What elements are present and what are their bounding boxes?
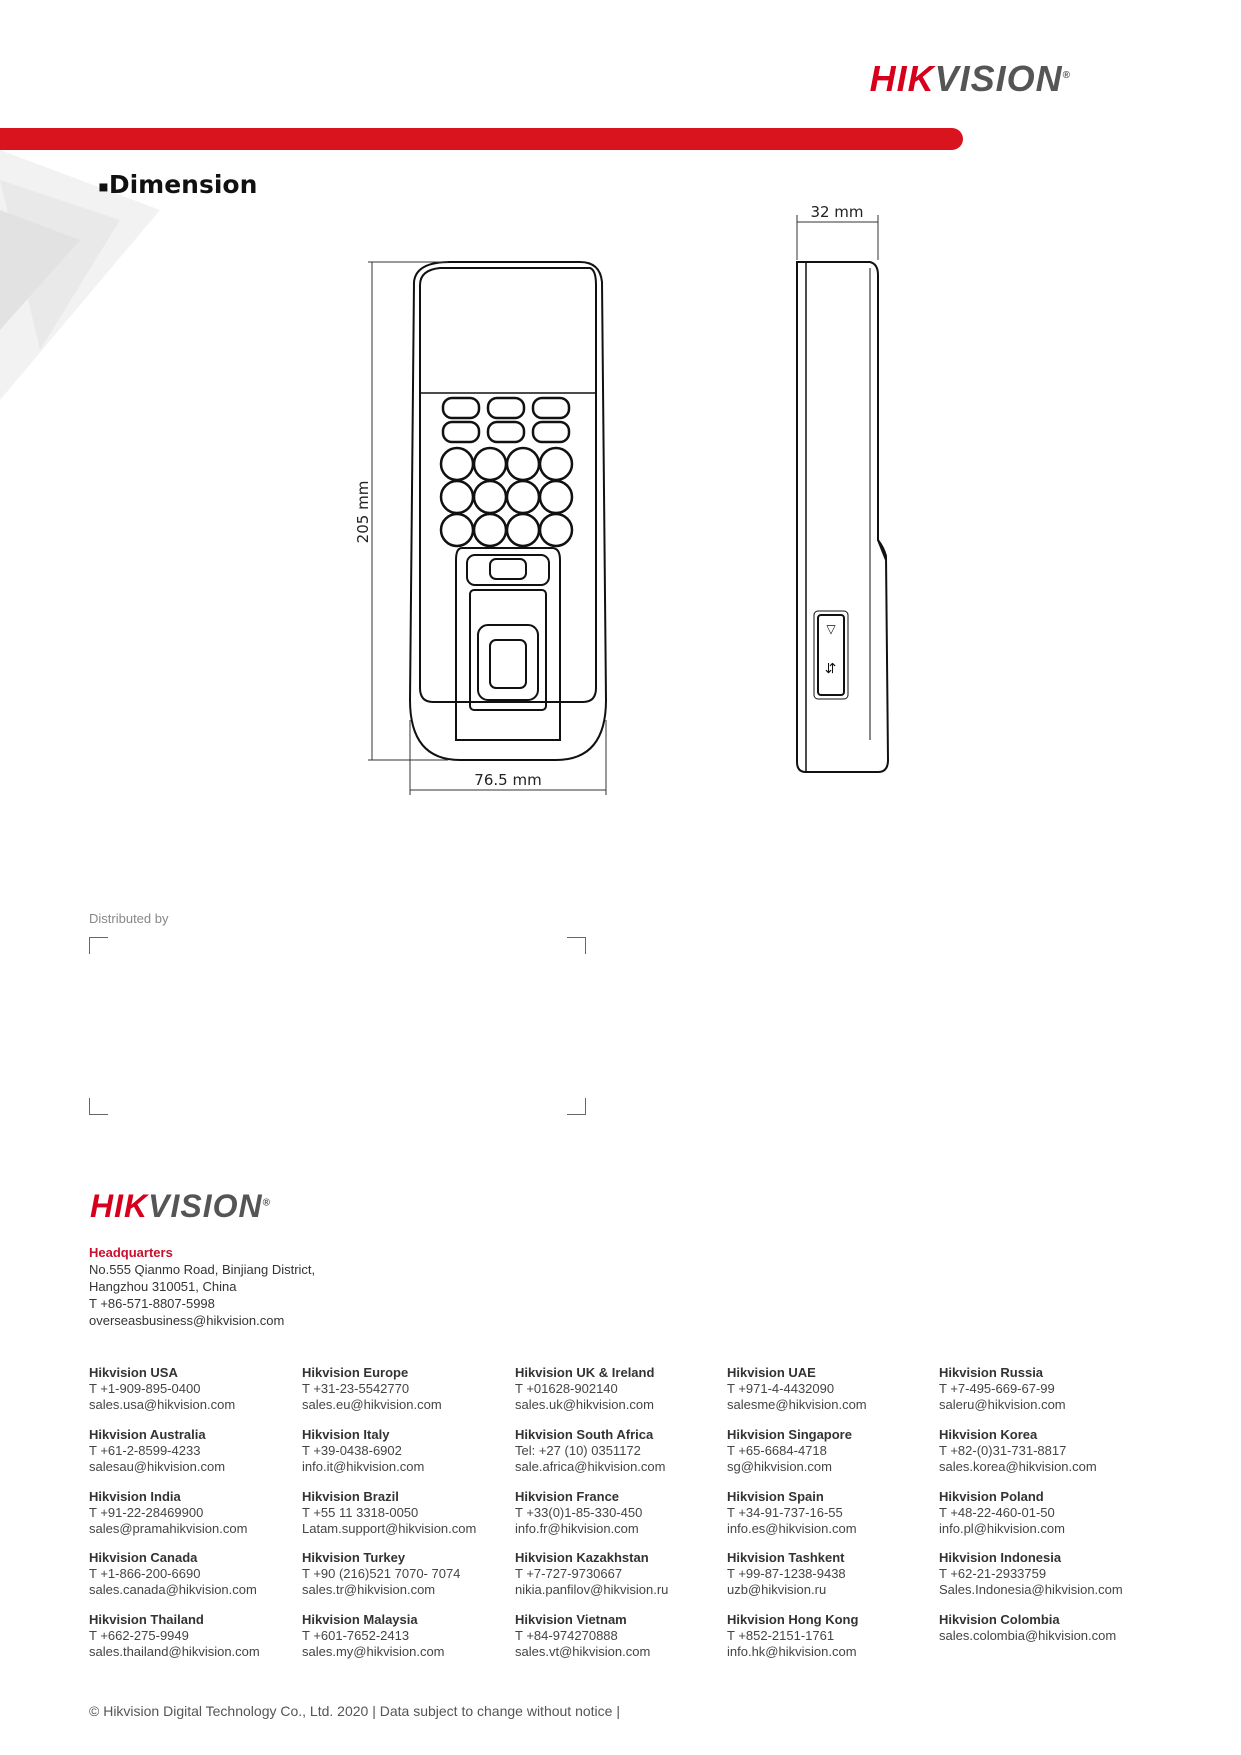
- office-entry: [515, 1612, 650, 1660]
- office-contact-line: info.es@hikvision.com: [727, 1521, 857, 1536]
- usb-icon: ⇆: [822, 662, 838, 674]
- section-title-text: Dimension: [108, 170, 258, 199]
- office-name: Hikvision Korea: [939, 1427, 1038, 1442]
- office-name: Hikvision Thailand: [89, 1612, 204, 1627]
- usb-triangle-icon: ▽: [826, 622, 836, 636]
- office-entry: [939, 1427, 1097, 1475]
- office-name: Hikvision Europe: [302, 1365, 409, 1380]
- office-name: Hikvision UK & Ireland: [515, 1365, 655, 1380]
- office-entry: [89, 1365, 235, 1413]
- office-name: Hikvision Italy: [302, 1427, 390, 1442]
- office-contact-line: sales.vt@hikvision.com: [515, 1644, 651, 1659]
- logo-text-red: HIK: [90, 1188, 149, 1224]
- office-contact-line: sales.korea@hikvision.com: [939, 1459, 1097, 1474]
- headquarters-city-line: Hangzhou 310051, China: [89, 1279, 237, 1294]
- office-name: Hikvision France: [515, 1489, 620, 1504]
- office-entry: [89, 1427, 225, 1475]
- office-contact-line: T +48-22-460-01-50: [939, 1505, 1055, 1520]
- office-contact-line: sales.colombia@hikvision.com: [939, 1628, 1117, 1643]
- hikvision-logo-bottom: [90, 1188, 271, 1225]
- bullet-icon: ▪: [98, 176, 109, 196]
- office-contact-line: sales.my@hikvision.com: [302, 1644, 445, 1659]
- office-contact-line: sales.uk@hikvision.com: [515, 1397, 654, 1412]
- front-dimension-lines: [368, 262, 606, 795]
- office-contact-line: T +1-866-200-6690: [89, 1566, 201, 1581]
- office-entry: [515, 1550, 668, 1598]
- office-contact-line: sales.canada@hikvision.com: [89, 1582, 257, 1597]
- office-contact-line: T +61-2-8599-4233: [89, 1443, 201, 1458]
- office-contact-line: T +01628-902140: [515, 1381, 618, 1396]
- distributor-box-corner-bl: [89, 1098, 108, 1115]
- office-contact-line: sales.eu@hikvision.com: [302, 1397, 442, 1412]
- office-name: Hikvision Brazil: [302, 1489, 399, 1504]
- office-contact-line: T +90 (216)521 7070- 7074: [302, 1566, 461, 1581]
- office-entry: [939, 1489, 1065, 1537]
- headquarters-title: Headquarters: [89, 1245, 173, 1260]
- logo-registered-mark: ®: [1062, 70, 1071, 81]
- office-contact-line: T +601-7652-2413: [302, 1628, 410, 1643]
- office-entry: [89, 1550, 257, 1598]
- side-view-drawing: [797, 262, 888, 772]
- office-entry: [727, 1550, 846, 1598]
- office-name: Hikvision Russia: [939, 1365, 1044, 1380]
- office-contact-line: T +84-974270888: [515, 1628, 618, 1643]
- office-name: Hikvision UAE: [727, 1365, 816, 1380]
- office-entry: [727, 1427, 852, 1475]
- logo-text-grey: VISION: [934, 58, 1063, 99]
- office-name: Hikvision USA: [89, 1365, 178, 1380]
- office-name: Hikvision Canada: [89, 1550, 198, 1565]
- office-entry: [302, 1365, 442, 1413]
- office-name: Hikvision Australia: [89, 1427, 206, 1442]
- height-dimension-label: 205 mm: [354, 480, 372, 544]
- office-contact-line: sales.usa@hikvision.com: [89, 1397, 236, 1412]
- front-view-drawing: [410, 262, 606, 760]
- office-entry: [515, 1427, 665, 1475]
- office-entry: [515, 1365, 654, 1413]
- office-entry: [727, 1612, 858, 1660]
- office-name: Hikvision South Africa: [515, 1427, 654, 1442]
- office-entry: [302, 1550, 460, 1598]
- office-contact-line: T +34-91-737-16-55: [727, 1505, 843, 1520]
- office-contact-line: T +31-23-5542770: [302, 1381, 410, 1396]
- office-contact-line: T +33(0)1-85-330-450: [515, 1505, 643, 1520]
- office-contact-line: salesme@hikvision.com: [727, 1397, 867, 1412]
- office-entry: [727, 1365, 867, 1413]
- office-contact-line: salesau@hikvision.com: [89, 1459, 226, 1474]
- office-entry: [939, 1550, 1123, 1598]
- office-contact-line: info.fr@hikvision.com: [515, 1521, 639, 1536]
- office-name: Hikvision Singapore: [727, 1427, 852, 1442]
- distributor-box-corner-tr: [567, 937, 586, 954]
- side-dimension-lines: [797, 215, 878, 260]
- office-contact-line: T +971-4-4432090: [727, 1381, 835, 1396]
- office-contact-line: Latam.support@hikvision.com: [302, 1521, 477, 1536]
- headquarters-phone: T +86-571-8807-5998: [89, 1296, 215, 1311]
- office-contact-line: T +55 11 3318-0050: [302, 1505, 419, 1520]
- office-entry: [939, 1612, 1116, 1644]
- distributor-box-corner-br: [567, 1098, 586, 1115]
- office-contact-line: sales.tr@hikvision.com: [302, 1582, 436, 1597]
- office-entry: [89, 1489, 247, 1537]
- office-contact-line: info.pl@hikvision.com: [939, 1521, 1065, 1536]
- office-contact-line: Tel: +27 (10) 0351172: [515, 1443, 641, 1458]
- office-name: Hikvision Poland: [939, 1489, 1044, 1504]
- office-contact-line: T +91-22-28469900: [89, 1505, 204, 1520]
- office-contact-line: sales@pramahikvision.com: [89, 1521, 248, 1536]
- logo-text-red: HIK: [869, 58, 935, 99]
- office-entry: [302, 1489, 476, 1537]
- distributed-by-label: Distributed by: [89, 911, 169, 926]
- copyright-footer: © Hikvision Digital Technology Co., Ltd. 2020 | Data subject to change without notice |: [89, 1703, 620, 1719]
- office-contact-line: T +7-727-9730667: [515, 1566, 623, 1581]
- office-name: Hikvision Colombia: [939, 1612, 1060, 1627]
- office-contact-line: T +662-275-9949: [89, 1628, 189, 1643]
- office-contact-line: T +62-21-2933759: [939, 1566, 1047, 1581]
- office-contact-line: Sales.Indonesia@hikvision.com: [939, 1582, 1123, 1597]
- logo-text-grey: VISION: [148, 1188, 263, 1224]
- office-name: Hikvision Spain: [727, 1489, 824, 1504]
- office-contact-line: T +7-495-669-67-99: [939, 1381, 1055, 1396]
- office-contact-line: sg@hikvision.com: [727, 1459, 832, 1474]
- front-width-dimension-label: 76.5 mm: [474, 771, 542, 789]
- office-contact-line: T +99-87-1238-9438: [727, 1566, 846, 1581]
- office-name: Hikvision Indonesia: [939, 1550, 1062, 1565]
- office-contact-line: info.hk@hikvision.com: [727, 1644, 857, 1659]
- office-contact-line: T +65-6684-4718: [727, 1443, 827, 1458]
- office-contact-line: T +1-909-895-0400: [89, 1381, 201, 1396]
- office-entry: [939, 1365, 1066, 1413]
- office-name: Hikvision Hong Kong: [727, 1612, 859, 1627]
- office-contact-line: T +39-0438-6902: [302, 1443, 402, 1458]
- office-name: Hikvision Tashkent: [727, 1550, 845, 1565]
- office-name: Hikvision Malaysia: [302, 1612, 418, 1627]
- office-name: Hikvision Kazakhstan: [515, 1550, 649, 1565]
- office-name: Hikvision Turkey: [302, 1550, 406, 1565]
- logo-registered-mark: ®: [262, 1197, 271, 1209]
- office-contact-line: saleru@hikvision.com: [939, 1397, 1066, 1412]
- office-contact-line: nikia.panfilov@hikvision.ru: [515, 1582, 669, 1597]
- office-entry: [515, 1489, 642, 1537]
- office-contact-line: sales.thailand@hikvision.com: [89, 1644, 260, 1659]
- office-entry: [727, 1489, 857, 1537]
- depth-dimension-label: 32 mm: [810, 203, 864, 221]
- headquarters-email: overseasbusiness@hikvision.com: [89, 1313, 285, 1328]
- office-entry: [89, 1612, 260, 1660]
- office-entry: [302, 1427, 424, 1475]
- office-name: Hikvision Vietnam: [515, 1612, 627, 1627]
- office-contact-line: T +852-2151-1761: [727, 1628, 835, 1643]
- office-entry: [302, 1612, 445, 1660]
- office-contact-line: info.it@hikvision.com: [302, 1459, 425, 1474]
- office-contact-line: uzb@hikvision.ru: [727, 1582, 827, 1597]
- office-contact-line: sale.africa@hikvision.com: [515, 1459, 666, 1474]
- distributor-box-corner-tl: [89, 937, 108, 954]
- office-contact-line: T +82-(0)31-731-8817: [939, 1443, 1067, 1458]
- headquarters-address-line: No.555 Qianmo Road, Binjiang District,: [89, 1262, 316, 1277]
- office-name: Hikvision India: [89, 1489, 181, 1504]
